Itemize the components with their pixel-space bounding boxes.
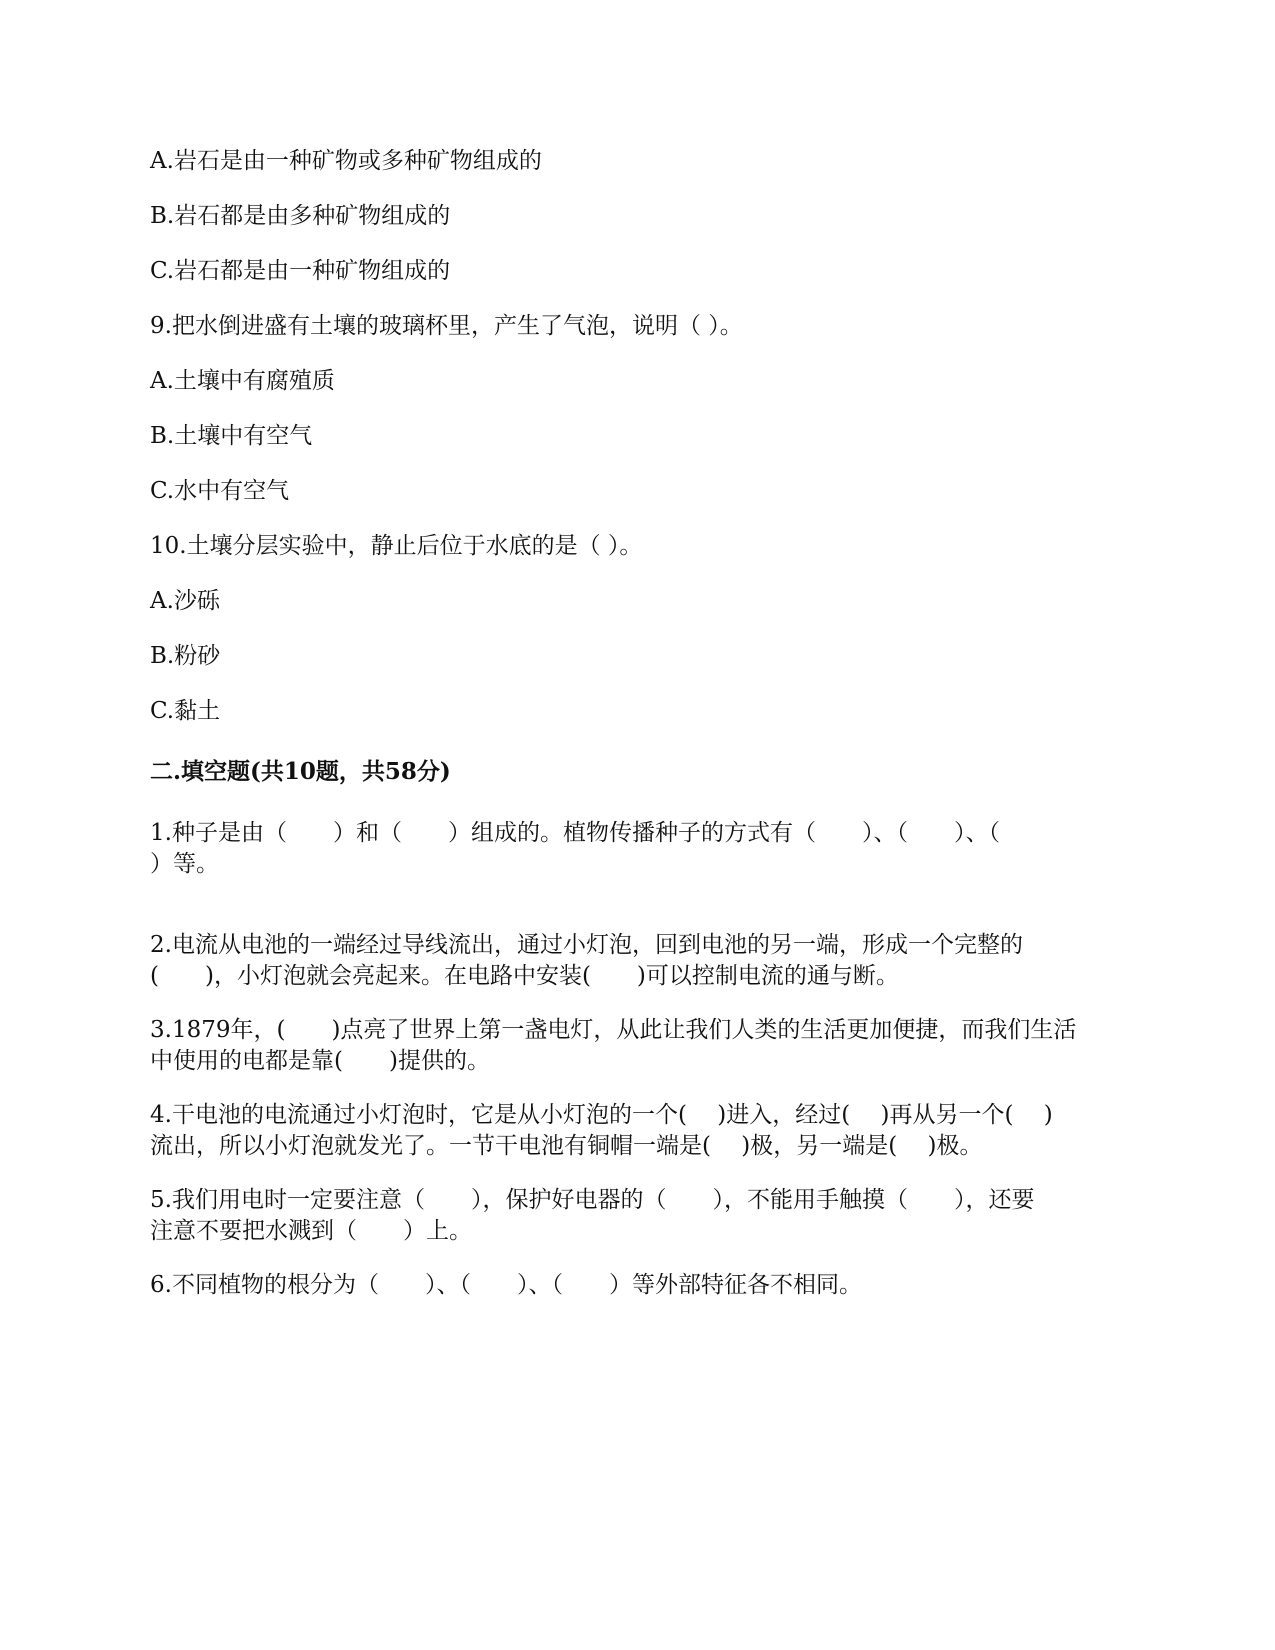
item-line: 5.我们用电时一定要注意（ ），保护好电器的（ ），不能用手触摸（ ），还要: [150, 1187, 1035, 1213]
item-line: 6.不同植物的根分为（ ）、（ ）、（ ）等外部特征各不相同。: [150, 1272, 862, 1298]
q10-option-b: B.粉砂: [150, 643, 221, 669]
fill-blank-item-4: [150, 1100, 1130, 1162]
q9-option-b: B.土壤中有空气: [150, 423, 313, 449]
item-line: 1.种子是由（ ）和（ ）组成的。植物传播种子的方式有（ ）、（ ）、（: [150, 820, 1000, 846]
fill-blank-item-5: [150, 1185, 1130, 1247]
item-line: ( )，小灯泡就会亮起来。在电路中安装( )可以控制电流的通与断。: [150, 963, 899, 989]
fill-blank-item-1: [150, 818, 1130, 880]
item-line: 注意不要把水溅到（ ）上。: [150, 1218, 472, 1244]
fill-blank-item-2: [150, 930, 1130, 992]
q8-option-a: A.岩石是由一种矿物或多种矿物组成的: [150, 148, 542, 174]
item-line: 流出，所以小灯泡就发光了。一节干电池有铜帽一端是( )极，另一端是( )极。: [150, 1133, 983, 1159]
fill-blank-item-6: [150, 1270, 1130, 1301]
item-line: 4.干电池的电流通过小灯泡时，它是从小灯泡的一个( )进入，经过( )再从另一个( ): [150, 1102, 1053, 1128]
q10-option-a: A.沙砾: [150, 588, 220, 614]
item-line: 2.电流从电池的一端经过导线流出，通过小灯泡，回到电池的另一端，形成一个完整的: [150, 932, 1023, 958]
q10-option-c: C.黏土: [150, 698, 221, 724]
q9-option-c: C.水中有空气: [150, 478, 290, 504]
section-heading: 二.填空题(共10题，共58分): [150, 758, 451, 785]
item-line: ）等。: [150, 851, 219, 877]
q9-option-a: A.土壤中有腐殖质: [150, 368, 335, 394]
item-line: 3.1879年，( )点亮了世界上第一盏电灯，从此让我们人类的生活更加便捷，而我们生活: [150, 1017, 1077, 1043]
q8-option-b: B.岩石都是由多种矿物组成的: [150, 203, 451, 229]
q9-question: 9.把水倒进盛有土壤的玻璃杯里，产生了气泡，说明（ ）。: [150, 313, 743, 339]
fill-blank-item-3: [150, 1015, 1130, 1077]
item-line: 中使用的电都是靠( )提供的。: [150, 1048, 490, 1074]
q10-question: 10.土壤分层实验中，静止后位于水底的是（ ）。: [150, 533, 643, 559]
q8-option-c: C.岩石都是由一种矿物组成的: [150, 258, 451, 284]
